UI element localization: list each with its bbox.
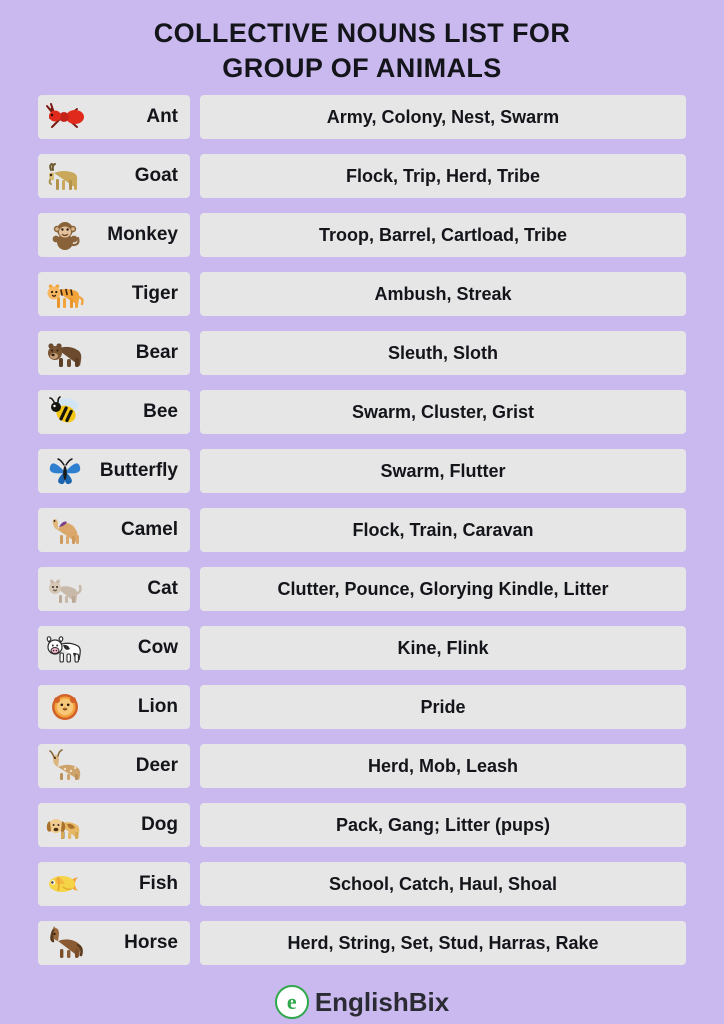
collective-terms: Troop, Barrel, Cartload, Tribe xyxy=(200,213,686,257)
collective-terms: School, Catch, Haul, Shoal xyxy=(200,862,686,906)
cow-icon xyxy=(44,629,86,667)
collective-terms: Sleuth, Sloth xyxy=(200,331,686,375)
animal-name: Cat xyxy=(147,578,178,600)
animal-cell xyxy=(38,567,190,611)
table-row xyxy=(38,921,686,965)
collective-terms: Pack, Gang; Litter (pups) xyxy=(200,803,686,847)
table-row xyxy=(38,390,686,434)
dog-icon xyxy=(44,806,86,844)
animal-cell xyxy=(38,154,190,198)
animal-cell xyxy=(38,744,190,788)
animal-cell xyxy=(38,921,190,965)
collective-terms: Flock, Trip, Herd, Tribe xyxy=(200,154,686,198)
goat-icon xyxy=(44,157,86,195)
table-row xyxy=(38,567,686,611)
animal-name: Tiger xyxy=(131,283,178,305)
animal-cell xyxy=(38,449,190,493)
animal-cell xyxy=(38,272,190,316)
animal-name: Bee xyxy=(143,401,178,423)
collective-terms: Clutter, Pounce, Glorying Kindle, Litter xyxy=(200,567,686,611)
animal-cell xyxy=(38,331,190,375)
animal-cell xyxy=(38,803,190,847)
table-row xyxy=(38,803,686,847)
table-row xyxy=(38,272,686,316)
table-row xyxy=(38,744,686,788)
tiger-icon xyxy=(44,275,86,313)
table-row xyxy=(38,331,686,375)
table-row xyxy=(38,626,686,670)
animal-name: Butterfly xyxy=(99,460,178,482)
page-title xyxy=(30,16,694,85)
butterfly-icon xyxy=(44,452,86,490)
animal-cell xyxy=(38,213,190,257)
monkey-icon xyxy=(44,216,86,254)
animal-cell xyxy=(38,685,190,729)
animal-name: Goat xyxy=(134,165,178,187)
collective-terms: Swarm, Flutter xyxy=(200,449,686,493)
cat-icon xyxy=(44,570,86,608)
collective-terms: Army, Colony, Nest, Swarm xyxy=(200,95,686,139)
deer-icon xyxy=(44,747,86,785)
collective-terms: Pride xyxy=(200,685,686,729)
table-row xyxy=(38,154,686,198)
animal-name: Cow xyxy=(137,637,178,659)
collective-terms: Kine, Flink xyxy=(200,626,686,670)
animal-name: Monkey xyxy=(107,224,178,246)
animal-name: Horse xyxy=(124,932,178,954)
animal-name: Deer xyxy=(135,755,178,777)
collective-terms: Flock, Train, Caravan xyxy=(200,508,686,552)
table-row xyxy=(38,508,686,552)
fish-icon xyxy=(44,865,86,903)
animal-name: Bear xyxy=(135,342,178,364)
table-row xyxy=(38,449,686,493)
collective-terms: Swarm, Cluster, Grist xyxy=(200,390,686,434)
animal-cell xyxy=(38,508,190,552)
footer-branding xyxy=(0,980,724,1024)
animal-cell xyxy=(38,862,190,906)
ant-icon xyxy=(44,98,86,136)
animal-name: Ant xyxy=(146,106,178,128)
collective-nouns-list xyxy=(0,95,724,980)
englishbix-logo-icon: e xyxy=(275,985,309,1019)
collective-terms: Herd, Mob, Leash xyxy=(200,744,686,788)
page-title-line1: COLLECTIVE NOUNS LIST FOR xyxy=(153,18,571,48)
bee-icon xyxy=(44,393,86,431)
animal-name: Lion xyxy=(137,696,178,718)
collective-terms: Ambush, Streak xyxy=(200,272,686,316)
bear-icon xyxy=(44,334,86,372)
animal-cell xyxy=(38,390,190,434)
lion-icon xyxy=(44,688,86,726)
table-row xyxy=(38,213,686,257)
table-row xyxy=(38,862,686,906)
animal-name: Camel xyxy=(120,519,178,541)
animal-cell xyxy=(38,95,190,139)
horse-icon xyxy=(44,924,86,962)
page-title-line2: GROUP OF ANIMALS xyxy=(222,52,502,83)
animal-name: Dog xyxy=(141,814,178,836)
table-row xyxy=(38,685,686,729)
animal-cell xyxy=(38,626,190,670)
animal-name: Fish xyxy=(138,873,178,895)
table-row xyxy=(38,95,686,139)
camel-icon xyxy=(44,511,86,549)
brand-name: EnglishBix xyxy=(314,986,450,1017)
collective-terms: Herd, String, Set, Stud, Harras, Rake xyxy=(200,921,686,965)
